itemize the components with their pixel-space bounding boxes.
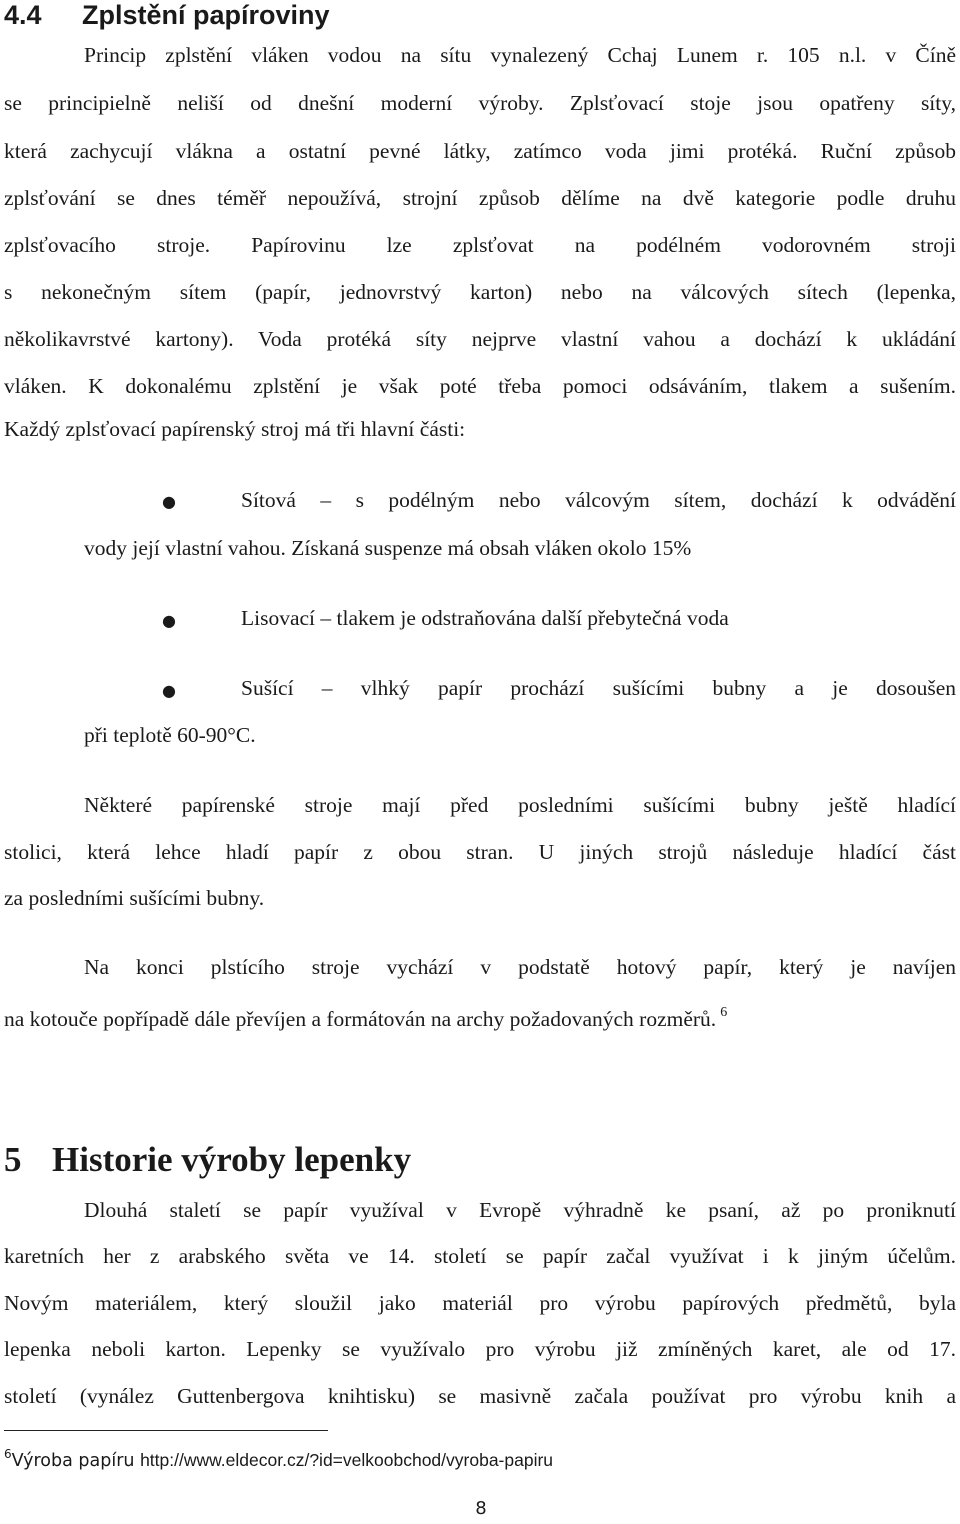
section-title: Zplstění papíroviny: [82, 0, 330, 30]
paragraph-line: stolici, která lehce hladí papír z obou stran. U jiných strojů následuje hladící část: [4, 840, 956, 864]
paragraph-line: karetních her z arabského světa ve 14. století se papír začal využívat i k jiným účelům.: [4, 1244, 956, 1268]
bullet-item-continuation: vody její vlastní vahou. Získaná suspenze má obsah vláken okolo 15%: [84, 536, 692, 560]
paragraph-line: lepenka neboli karton. Lepenky se využívalo pro výrobu již zmíněných karet, ale od 17.: [4, 1337, 956, 1361]
bullet-item-text: Sítová – s podélným nebo válcovým sítem, dochází k odvádění: [241, 488, 956, 512]
paragraph-line: Na konci plstícího stroje vychází v podstatě hotový papír, který je navíjen: [84, 955, 956, 979]
paragraph-line: vláken. K dokonalému zplstění je však poté třeba pomoci odsáváním, tlakem a sušením.: [4, 374, 956, 398]
page-number: 8: [475, 1498, 487, 1519]
paragraph-line: Princip zplstění vláken vodou na sítu vynalezený Cchaj Lunem r. 105 n.l. v Číně: [84, 43, 956, 67]
section-number: 5: [4, 1140, 22, 1179]
bullet-icon: ●: [162, 492, 176, 511]
paragraph-line: s nekonečným sítem (papír, jednovrstvý karton) nebo na válcových sítech (lepenka,: [4, 280, 956, 304]
footnote-label: Výroba papíru: [11, 1451, 135, 1471]
paragraph-line: Novým materiálem, který sloužil jako materiál pro výrobu papírových předmětů, byla: [4, 1291, 956, 1315]
bullet-item-text: Sušící – vlhký papír prochází sušícími bubny a je dosoušen: [241, 676, 956, 700]
section-heading-4-4: [4, 0, 330, 32]
footnote-separator: [4, 1430, 328, 1431]
paragraph-line: století (vynález Guttenbergova knihtisku) se masivně začala používat pro výrobu knih a: [4, 1384, 956, 1408]
paragraph-line: Každý zplsťovací papírenský stroj má tři hlavní části:: [4, 417, 466, 441]
paragraph-line: Dlouhá staletí se papír využíval v Evropě výhradně ke psaní, až po proniknutí: [84, 1198, 956, 1222]
footnote-mark: 6: [4, 1447, 12, 1461]
section-heading-5: [4, 1138, 411, 1182]
paragraph-line-text: na kotouče popřípadě dále převíjen a formátován na archy požadovaných rozměrů.: [4, 1007, 717, 1031]
paragraph-line: zplsťování se dnes téměř nepoužívá, strojní způsob dělíme na dvě kategorie podle druhu: [4, 186, 956, 210]
bullet-item-text: Lisovací – tlakem je odstraňována další přebytečná voda: [241, 606, 729, 630]
paragraph-line: se principielně neliší od dnešní moderní výroby. Zplsťovací stoje jsou opatřeny síty,: [4, 91, 956, 115]
paragraph-line: Některé papírenské stroje mají před posledními sušícími bubny ještě hladící: [84, 793, 956, 817]
paragraph-line: [4, 998, 956, 1034]
paragraph-line: několikavrstvé kartony). Voda protéká síty nejprve vlastní vahou a dochází k ukládání: [4, 327, 956, 351]
paragraph-line: zplsťovacího stroje. Papírovinu lze zplsťovat na podélném vodorovném stroji: [4, 233, 956, 257]
footnote-url-link[interactable]: http://www.eldecor.cz/?id=velkoobchod/vyroba-papiru: [140, 1450, 554, 1470]
section-number: 4.4: [4, 0, 42, 30]
paragraph-line: za posledními sušícími bubny.: [4, 886, 265, 910]
bullet-icon: ●: [162, 681, 176, 700]
section-title: Historie výroby lepenky: [52, 1140, 412, 1179]
footnote: [4, 1441, 553, 1474]
footnote-reference: 6: [720, 1005, 728, 1020]
bullet-icon: ●: [162, 611, 176, 630]
paragraph-line: která zachycují vlákna a ostatní pevné látky, zatímco voda jimi protéká. Ruční způsob: [4, 139, 956, 163]
bullet-item-continuation: při teplotě 60-90°C.: [84, 723, 256, 747]
